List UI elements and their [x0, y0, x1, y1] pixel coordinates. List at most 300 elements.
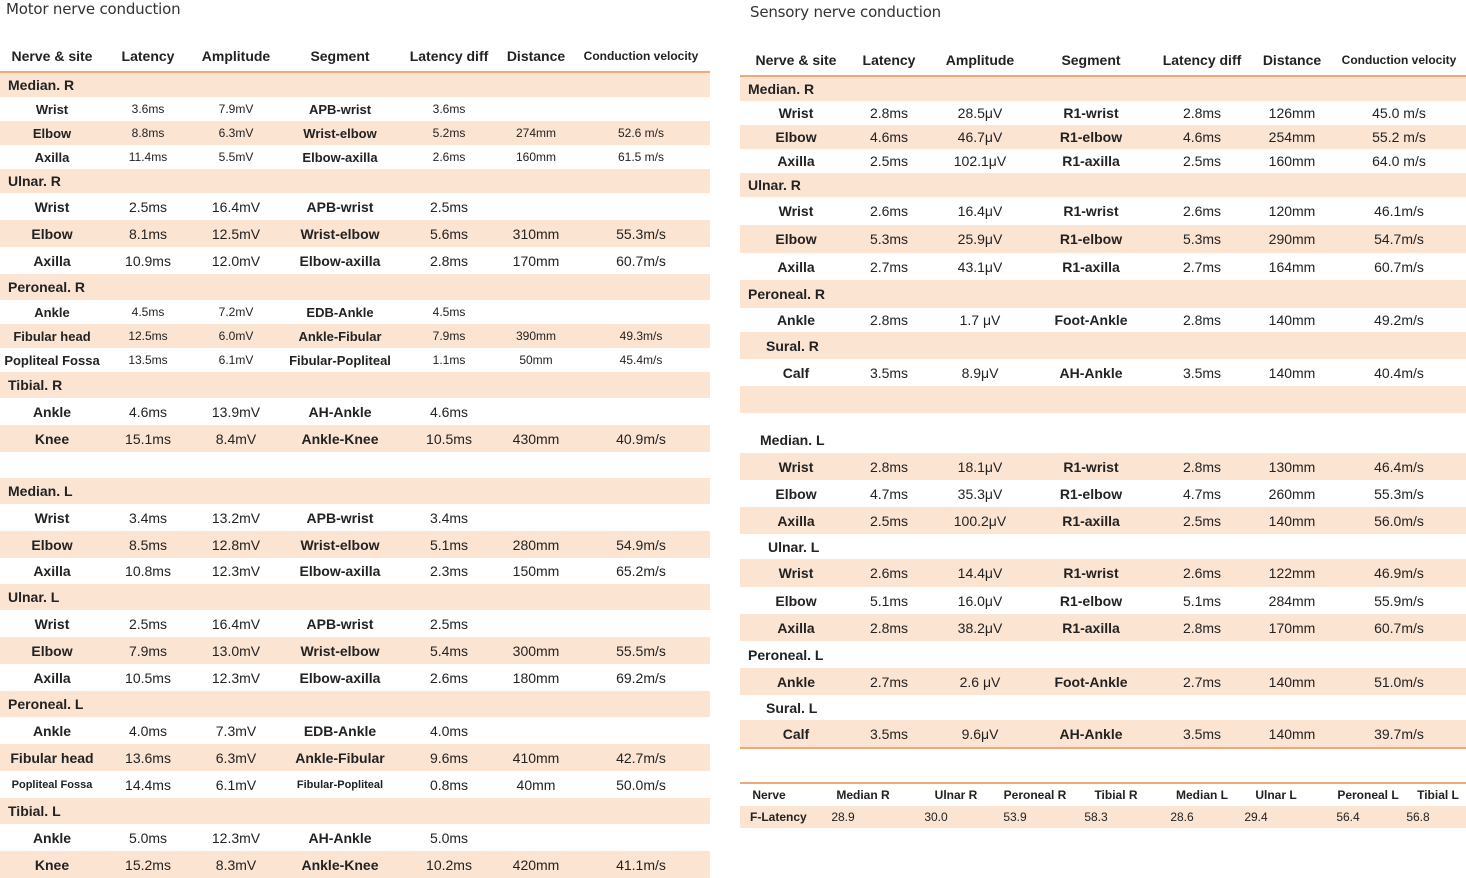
velocity-cell: 55.9m/s	[1374, 592, 1424, 609]
nerve-group-label: Median. R	[8, 77, 75, 93]
velocity-cell: 54.9m/s	[616, 536, 666, 553]
latency-cell: 2.7ms	[869, 673, 909, 690]
segment-cell: R1-axilla	[1062, 619, 1120, 636]
velocity-cell: 40.4m/s	[1374, 364, 1424, 381]
table-row	[0, 744, 710, 771]
site-cell: Ankle	[34, 304, 70, 320]
velocity-cell: 55.2 m/s	[1372, 129, 1426, 145]
f-latency-value: 56.8	[1406, 810, 1430, 824]
amplitude-cell: 6.1mV	[215, 776, 257, 793]
distance-cell: 50mm	[519, 353, 553, 367]
latency-cell: 13.5ms	[128, 353, 168, 367]
amplitude-cell: 12.8mV	[211, 536, 261, 553]
velocity-cell: 42.7m/s	[616, 749, 666, 766]
velocity-cell: 54.7m/s	[1374, 231, 1424, 247]
nerve-group-row	[0, 691, 710, 717]
latency-diff-cell: 5.6ms	[429, 225, 469, 242]
amplitude-cell: 12.5mV	[211, 225, 261, 242]
segment-cell: EDB-Ankle	[306, 304, 374, 320]
segment-cell: Elbow-axilla	[302, 149, 378, 165]
latency-diff-cell: 2.8ms	[1182, 105, 1222, 121]
latency-diff-cell: 5.1ms	[429, 536, 469, 553]
f-latency-header: Median R	[836, 788, 890, 802]
latency-diff-cell: 2.6ms	[1182, 565, 1222, 581]
nerve-group-label: Sural. L	[766, 699, 818, 716]
amplitude-cell: 12.3mV	[211, 563, 261, 579]
amplitude-cell: 14.4μV	[957, 565, 1003, 581]
f-latency-value: 28.9	[831, 810, 855, 824]
latency-cell: 5.1ms	[869, 592, 909, 609]
site-cell: Ankle	[776, 312, 816, 328]
site-cell: Elbow	[31, 642, 73, 659]
nerve-group-label: Median. L	[760, 432, 825, 448]
velocity-cell: 46.1m/s	[1374, 203, 1424, 219]
table-row	[740, 480, 1466, 507]
segment-cell: Elbow-axilla	[299, 563, 381, 579]
site-cell: Ankle	[32, 403, 72, 420]
latency-diff-cell: 5.1ms	[1182, 592, 1222, 609]
amplitude-cell: 12.0mV	[211, 252, 261, 269]
velocity-cell: 60.7m/s	[1374, 258, 1424, 275]
latency-diff-cell: 5.0ms	[429, 829, 469, 846]
f-latency-header: Peroneal L	[1337, 788, 1399, 802]
site-cell: Popliteal Fossa	[4, 352, 100, 368]
amplitude-cell: 12.3mV	[211, 829, 261, 846]
f-latency-value: 58.3	[1084, 810, 1108, 824]
segment-cell: Wrist-elbow	[300, 642, 380, 659]
segment-cell: Foot-Ankle	[1054, 312, 1128, 328]
site-cell: Elbow	[32, 125, 72, 141]
sensory-header-row	[740, 44, 1466, 77]
table-row	[740, 225, 1466, 253]
latency-diff-cell: 2.3ms	[429, 563, 469, 579]
site-cell: Ankle	[32, 722, 72, 739]
latency-diff-cell: 2.5ms	[1182, 153, 1222, 169]
f-latency-value: 30.0	[924, 810, 948, 824]
site-cell: Wrist	[34, 615, 70, 632]
table-row	[740, 125, 1466, 149]
segment-cell: EDB-Ankle	[303, 722, 377, 739]
segment-cell: R1-elbow	[1059, 592, 1123, 609]
latency-cell: 10.5ms	[125, 669, 171, 686]
latency-cell: 4.5ms	[131, 305, 165, 319]
latency-cell: 2.6ms	[869, 203, 909, 219]
site-cell: Elbow	[31, 536, 73, 553]
nerve-group-row	[740, 173, 1466, 197]
table-row	[740, 197, 1466, 225]
f-latency-header: Nerve	[752, 788, 786, 802]
latency-cell: 10.8ms	[125, 563, 171, 579]
latency-diff-cell: 2.5ms	[429, 198, 469, 215]
segment-cell: APB-wrist	[306, 198, 374, 215]
distance-cell: 126mm	[1268, 105, 1316, 121]
table-row	[0, 193, 710, 220]
table-row	[0, 97, 710, 121]
latency-cell: 4.6ms	[869, 129, 909, 145]
nerve-group-label: Sural. R	[766, 337, 819, 354]
amplitude-cell: 43.1μV	[957, 258, 1003, 275]
table-row	[740, 149, 1466, 173]
latency-cell: 3.5ms	[869, 364, 909, 381]
amplitude-cell: 7.9mV	[218, 102, 254, 116]
velocity-cell: 52.6 m/s	[617, 126, 665, 140]
latency-diff-cell: 5.3ms	[1182, 231, 1222, 247]
latency-cell: 2.5ms	[869, 153, 909, 169]
velocity-cell: 49.3m/s	[619, 329, 663, 343]
amplitude-cell: 35.3μV	[957, 485, 1003, 502]
site-cell: Wrist	[778, 203, 814, 219]
segment-cell: R1-wrist	[1063, 105, 1119, 121]
spacer-row	[740, 386, 1466, 413]
column-header: Nerve & site	[755, 51, 837, 68]
column-header: Distance	[506, 47, 566, 64]
table-row	[740, 101, 1466, 125]
latency-cell: 8.5ms	[128, 536, 168, 553]
latency-cell: 2.7ms	[869, 258, 909, 275]
nerve-group-label: Ulnar. L	[768, 538, 820, 555]
table-row	[0, 348, 710, 372]
latency-diff-cell: 3.5ms	[1182, 364, 1222, 381]
table-row	[0, 664, 710, 691]
latency-cell: 2.8ms	[869, 312, 909, 328]
f-latency-header: Median L	[1175, 788, 1228, 802]
velocity-cell: 45.0 m/s	[1372, 105, 1426, 121]
table-row	[0, 637, 710, 664]
segment-cell: R1-axilla	[1062, 258, 1120, 275]
nerve-group-label: Median. L	[8, 483, 73, 499]
column-header: Segment	[1061, 51, 1121, 68]
column-header: Conduction velocity	[583, 48, 699, 63]
segment-cell: APB-wrist	[308, 101, 372, 117]
segment-cell: R1-elbow	[1059, 129, 1123, 145]
segment-cell: APB-wrist	[306, 509, 374, 526]
site-cell: Axilla	[777, 619, 815, 636]
segment-cell: Elbow-axilla	[299, 252, 381, 269]
nerve-group-label: Peroneal. L	[8, 696, 84, 712]
nerve-group-row	[0, 169, 710, 193]
latency-cell: 3.5ms	[869, 725, 909, 742]
site-cell: Wrist	[778, 105, 814, 121]
latency-cell: 5.3ms	[869, 231, 909, 247]
latency-cell: 5.0ms	[128, 829, 168, 846]
distance-cell: 180mm	[512, 669, 560, 686]
velocity-cell: 51.0m/s	[1374, 673, 1424, 690]
segment-cell: R1-wrist	[1063, 458, 1119, 475]
site-cell: Knee	[34, 430, 70, 447]
nerve-group-row	[740, 427, 1466, 453]
column-header: Latency	[121, 47, 175, 64]
segment-cell: Wrist-elbow	[303, 125, 377, 141]
spacer-row	[0, 452, 710, 478]
amplitude-cell: 100.2μV	[953, 512, 1007, 529]
site-cell: Fibular head	[13, 328, 91, 344]
distance-cell: 122mm	[1268, 565, 1316, 581]
column-header: Segment	[310, 47, 370, 64]
velocity-cell: 65.2m/s	[616, 563, 666, 579]
table-row	[740, 668, 1466, 695]
amplitude-cell: 28.5μV	[957, 105, 1003, 121]
velocity-cell: 60.7m/s	[616, 252, 666, 269]
amplitude-cell: 6.3mV	[218, 126, 254, 140]
distance-cell: 280mm	[512, 536, 560, 553]
segment-cell: R1-axilla	[1062, 153, 1120, 169]
amplitude-cell: 9.6μV	[961, 725, 999, 742]
distance-cell: 310mm	[512, 225, 560, 242]
site-cell: Elbow	[775, 129, 817, 145]
table-row	[0, 771, 710, 798]
site-cell: Elbow	[775, 592, 817, 609]
latency-cell: 2.5ms	[128, 198, 168, 215]
segment-cell: AH-Ankle	[1059, 364, 1123, 381]
amplitude-cell: 16.4μV	[957, 203, 1003, 219]
segment-cell: Fibular-Popliteal	[296, 778, 384, 791]
nerve-group-label: Peroneal. R	[8, 279, 86, 295]
nerve-group-row	[0, 798, 710, 824]
table-row	[0, 121, 710, 145]
velocity-cell: 46.9m/s	[1374, 565, 1424, 581]
f-latency-header-row	[740, 782, 1466, 806]
latency-diff-cell: 2.8ms	[429, 252, 469, 269]
segment-cell: R1-elbow	[1059, 485, 1123, 502]
distance-cell: 130mm	[1268, 458, 1316, 475]
f-latency-header: Tibial L	[1417, 788, 1459, 802]
latency-cell: 15.1ms	[125, 430, 171, 447]
nerve-group-label: Median. R	[748, 81, 815, 97]
site-cell: Elbow	[31, 225, 73, 242]
latency-cell: 2.8ms	[869, 619, 909, 636]
site-cell: Ankle	[32, 829, 72, 846]
distance-cell: 170mm	[512, 252, 560, 269]
distance-cell: 160mm	[1268, 153, 1316, 169]
segment-cell: Elbow-axilla	[299, 669, 381, 686]
nerve-group-row	[0, 372, 710, 398]
column-header: Distance	[1262, 51, 1322, 68]
amplitude-cell: 38.2μV	[957, 619, 1003, 636]
column-header: Conduction velocity	[1341, 52, 1457, 67]
amplitude-cell: 2.6 μV	[959, 673, 1001, 690]
velocity-cell: 55.3m/s	[1374, 485, 1424, 502]
amplitude-cell: 8.3mV	[215, 856, 257, 873]
latency-diff-cell: 10.2ms	[426, 856, 472, 873]
table-row	[740, 308, 1466, 332]
table-row	[740, 253, 1466, 280]
table-row	[0, 398, 710, 425]
latency-cell: 2.5ms	[128, 615, 168, 632]
site-cell: Popliteal Fossa	[11, 778, 93, 791]
latency-diff-cell: 7.9ms	[432, 329, 466, 343]
nerve-group-row	[740, 332, 1466, 359]
latency-cell: 8.1ms	[128, 225, 168, 242]
distance-cell: 150mm	[512, 563, 560, 579]
amplitude-cell: 12.3mV	[211, 669, 261, 686]
motor-header-row	[0, 40, 710, 73]
f-latency-value: 29.4	[1244, 810, 1268, 824]
velocity-cell: 49.2m/s	[1374, 312, 1424, 328]
amplitude-cell: 5.5mV	[218, 150, 254, 164]
velocity-cell: 60.7m/s	[1374, 619, 1424, 636]
site-cell: Elbow	[775, 485, 817, 502]
amplitude-cell: 7.2mV	[218, 305, 254, 319]
distance-cell: 140mm	[1268, 673, 1316, 690]
latency-diff-cell: 2.7ms	[1182, 258, 1222, 275]
distance-cell: 410mm	[512, 749, 560, 766]
f-latency-header: Ulnar L	[1255, 788, 1297, 802]
velocity-cell: 40.9m/s	[616, 430, 666, 447]
column-header: Latency diff	[1162, 51, 1242, 68]
amplitude-cell: 1.7 μV	[959, 312, 1001, 328]
sensory-conduction-table	[740, 44, 1466, 749]
site-cell: Wrist	[34, 509, 70, 526]
latency-diff-cell: 4.5ms	[432, 305, 466, 319]
latency-diff-cell: 5.4ms	[429, 642, 469, 659]
table-row	[0, 851, 710, 878]
site-cell: Calf	[782, 364, 810, 381]
site-cell: Wrist	[34, 198, 70, 215]
table-row	[740, 507, 1466, 534]
site-cell: Wrist	[778, 565, 814, 581]
distance-cell: 300mm	[512, 642, 560, 659]
latency-cell: 10.9ms	[125, 252, 171, 269]
velocity-cell: 61.5 m/s	[617, 150, 665, 164]
latency-cell: 13.6ms	[125, 749, 171, 766]
f-latency-value-row	[740, 806, 1466, 828]
latency-diff-cell: 2.7ms	[1182, 673, 1222, 690]
site-cell: Axilla	[33, 252, 71, 269]
segment-cell: Wrist-elbow	[300, 536, 380, 553]
latency-cell: 4.0ms	[128, 722, 168, 739]
segment-cell: Wrist-elbow	[300, 225, 380, 242]
latency-diff-cell: 2.6ms	[429, 669, 469, 686]
nerve-group-row	[740, 695, 1466, 720]
site-cell: Axilla	[777, 153, 815, 169]
latency-diff-cell: 4.6ms	[429, 403, 469, 420]
latency-diff-cell: 3.4ms	[429, 509, 469, 526]
amplitude-cell: 16.0μV	[957, 592, 1003, 609]
table-row	[740, 559, 1466, 587]
table-row	[740, 587, 1466, 614]
latency-diff-cell: 2.8ms	[1182, 619, 1222, 636]
latency-diff-cell: 10.5ms	[426, 430, 472, 447]
velocity-cell: 45.4m/s	[619, 353, 663, 367]
site-cell: Axilla	[33, 669, 71, 686]
latency-diff-cell: 2.8ms	[1182, 312, 1222, 328]
amplitude-cell: 8.4mV	[215, 430, 257, 447]
distance-cell: 40mm	[516, 776, 556, 793]
table-row	[0, 717, 710, 744]
table-row	[740, 359, 1466, 386]
table-row	[0, 504, 710, 531]
sensory-panel-title: Sensory nerve conduction	[750, 3, 941, 21]
amplitude-cell: 16.4mV	[211, 615, 261, 632]
site-cell: Fibular head	[10, 749, 94, 766]
distance-cell: 140mm	[1268, 725, 1316, 742]
column-header: Amplitude	[201, 47, 271, 64]
amplitude-cell: 6.0mV	[218, 329, 254, 343]
nerve-group-label: Ulnar. R	[748, 177, 801, 193]
table-row	[740, 453, 1466, 480]
amplitude-cell: 13.0mV	[211, 642, 261, 659]
latency-diff-cell: 2.5ms	[429, 615, 469, 632]
site-cell: Calf	[782, 725, 810, 742]
amplitude-cell: 13.2mV	[211, 509, 261, 526]
latency-diff-cell: 5.2ms	[432, 126, 466, 140]
latency-diff-cell: 1.1ms	[432, 353, 466, 367]
latency-cell: 7.9ms	[128, 642, 168, 659]
segment-cell: AH-Ankle	[308, 403, 372, 420]
distance-cell: 164mm	[1268, 258, 1316, 275]
column-header: Amplitude	[945, 51, 1015, 68]
velocity-cell: 46.4m/s	[1374, 458, 1424, 475]
velocity-cell: 39.7m/s	[1374, 725, 1424, 742]
amplitude-cell: 46.7μV	[957, 129, 1003, 145]
distance-cell: 140mm	[1268, 364, 1316, 381]
site-cell: Axilla	[777, 512, 815, 529]
latency-cell: 2.5ms	[869, 512, 909, 529]
table-row	[0, 531, 710, 558]
column-header: Latency diff	[409, 47, 489, 64]
segment-cell: Ankle-Knee	[301, 856, 379, 873]
table-row	[0, 145, 710, 169]
f-latency-value: 53.9	[1003, 810, 1027, 824]
column-header: Latency	[862, 51, 916, 68]
table-row	[740, 614, 1466, 641]
segment-cell: Fibular-Popliteal	[289, 352, 391, 368]
latency-diff-cell: 2.8ms	[1182, 458, 1222, 475]
nerve-group-row	[0, 478, 710, 504]
table-row	[0, 247, 710, 274]
latency-diff-cell: 4.7ms	[1182, 485, 1222, 502]
motor-panel-title: Motor nerve conduction	[6, 0, 181, 18]
latency-cell: 12.5ms	[128, 329, 168, 343]
segment-cell: APB-wrist	[306, 615, 374, 632]
f-latency-header: Tibial R	[1094, 788, 1138, 802]
distance-cell: 420mm	[512, 856, 560, 873]
velocity-cell: 69.2m/s	[616, 669, 666, 686]
table-row	[0, 425, 710, 452]
segment-cell: AH-Ankle	[308, 829, 372, 846]
latency-diff-cell: 3.6ms	[432, 102, 466, 116]
amplitude-cell: 8.9μV	[961, 364, 999, 381]
latency-diff-cell: 4.0ms	[429, 722, 469, 739]
site-cell: Wrist	[35, 101, 69, 117]
nerve-group-label: Ulnar. R	[8, 173, 61, 189]
latency-cell: 4.7ms	[869, 485, 909, 502]
motor-conduction-table	[0, 40, 710, 878]
amplitude-cell: 6.1mV	[218, 353, 254, 367]
latency-diff-cell: 2.6ms	[1182, 203, 1222, 219]
nerve-group-row	[740, 280, 1466, 308]
nerve-group-row	[0, 274, 710, 300]
velocity-cell: 55.3m/s	[616, 225, 666, 242]
site-cell: Axilla	[33, 563, 71, 579]
table-row	[0, 558, 710, 584]
f-latency-header: Ulnar R	[934, 788, 978, 802]
segment-cell: Ankle-Fibular	[298, 328, 382, 344]
nerve-group-row	[0, 73, 710, 97]
latency-diff-cell: 9.6ms	[429, 749, 469, 766]
latency-cell: 15.2ms	[125, 856, 171, 873]
latency-cell: 2.8ms	[869, 458, 909, 475]
table-row	[0, 824, 710, 851]
f-latency-value: 56.4	[1336, 810, 1360, 824]
latency-diff-cell: 4.6ms	[1182, 129, 1222, 145]
latency-cell: 2.8ms	[869, 105, 909, 121]
nerve-group-row	[740, 534, 1466, 559]
segment-cell: Ankle-Fibular	[295, 749, 385, 766]
nerve-group-label: Tibial. L	[8, 803, 61, 819]
distance-cell: 254mm	[1268, 129, 1316, 145]
distance-cell: 284mm	[1268, 592, 1316, 609]
